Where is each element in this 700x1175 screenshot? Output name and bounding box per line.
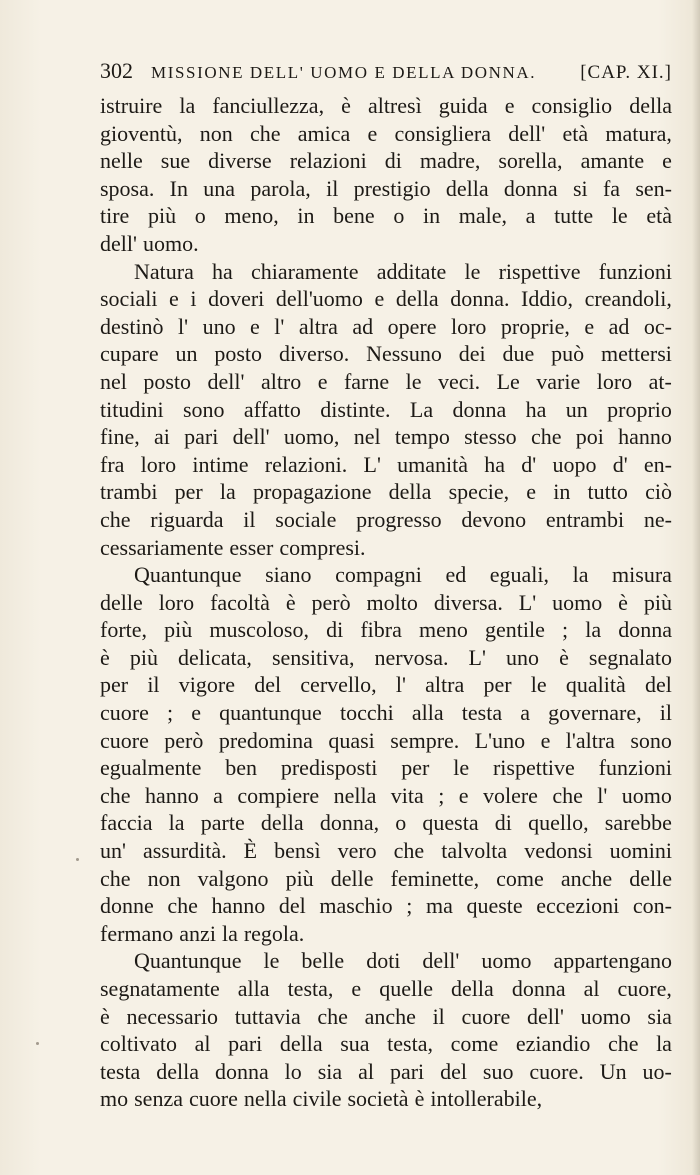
text-line: titudini sono affatto distinte. La donna ha un proprio: [100, 396, 672, 422]
text-line: cupare un posto diverso. Nessuno dei due può mettersi: [100, 341, 672, 367]
text-line: cuore però predomina quasi sempre. L'uno e l'altra sono: [100, 727, 672, 753]
text-line: un' assurdità. È bensì vero che talvolta vedonsi uomini: [100, 838, 672, 864]
text-line: mo senza cuore nella civile società è intollerabile,: [100, 1086, 543, 1112]
running-title: MISSIONE DELL' UOMO E DELLA DONNA.: [151, 63, 537, 82]
text-line: che hanno a compiere nella vita ; e volere che l' uomo: [100, 782, 672, 808]
print-speck: [76, 858, 79, 861]
text-line: testa della donna lo sia al pari del suo cuore. Un uo-: [100, 1058, 672, 1084]
chapter-label: [CAP. XI.]: [580, 62, 672, 83]
text-line: che non valgono più delle feminette, come anche delle: [100, 865, 672, 891]
text-line: nel posto dell' altro e farne le veci. Le varie loro at-: [100, 368, 672, 394]
text-line: segnatamente alla testa, e quelle della donna al cuore,: [100, 976, 672, 1001]
text-line: fermano anzi la regola.: [100, 920, 305, 946]
text-line: nelle sue diverse relazioni di madre, sorella, amante e: [100, 148, 672, 174]
text-line: fine, ai pari dell' uomo, nel tempo stesso che poi hanno: [100, 424, 672, 450]
running-header: [100, 58, 672, 88]
text-line: forte, più muscoloso, di fibra meno gentile ; la donna: [100, 617, 672, 643]
text-line: è più delicata, sensitiva, nervosa. L' uno è segnalato: [100, 644, 672, 670]
page-edge-shadow: [692, 0, 700, 1175]
text-line: per il vigore del cervello, l' altra per le qualità del: [100, 672, 672, 698]
text-line: destinò l' uno e l' altra ad opere loro proprie, e ad oc-: [100, 313, 672, 339]
text-line: cessariamente esser compresi.: [100, 534, 366, 560]
paragraph: [100, 561, 672, 947]
text-line: faccia la parte della donna, o questa di quello, sarebbe: [100, 810, 672, 836]
text-line: coltivato al pari della sua testa, come eziandio che la: [100, 1031, 672, 1057]
text-line: donne che hanno del maschio ; ma queste eccezioni con-: [100, 893, 672, 919]
paragraph: [100, 258, 672, 562]
body-text: [100, 92, 672, 1113]
text-line: Quantunque le belle doti dell' uomo appartengano: [134, 948, 672, 974]
text-line: dell' uomo.: [100, 230, 199, 256]
text-line: è necessario tuttavia che anche il cuore dell' uomo sia: [100, 1003, 672, 1029]
text-line: Quantunque siano compagni ed eguali, la misura: [134, 562, 672, 588]
text-line: che riguarda il sociale progresso devono entrambi ne-: [100, 506, 672, 532]
paragraph: [100, 92, 672, 258]
text-line: trambi per la propagazione della specie, e in tutto ciò: [100, 479, 672, 505]
text-line: sposa. In una parola, il prestigio della donna si fa sen-: [100, 175, 672, 201]
text-line: Natura ha chiaramente additate le rispettive funzioni: [134, 258, 672, 284]
text-line: istruire la fanciullezza, è altresì guida e consiglio della: [100, 93, 672, 118]
text-line: cuore ; e quantunque tocchi alla testa a governare, il: [100, 700, 672, 726]
page-number: 302: [100, 58, 133, 83]
text-line: gioventù, non che amica e consigliera dell' età matura,: [100, 120, 672, 146]
text-line: fra loro intime relazioni. L' umanità ha d' uopo d' en-: [100, 451, 672, 477]
print-speck: [36, 1042, 39, 1045]
text-line: tire più o meno, in bene o in male, a tutte le età: [100, 203, 672, 229]
paragraph: [100, 947, 672, 1113]
text-line: sociali e i doveri dell'uomo e della donna. Iddio, creandoli,: [100, 286, 672, 312]
text-line: egualmente ben predisposti per le rispettive funzioni: [100, 755, 672, 781]
text-line: delle loro facoltà è però molto diversa. L' uomo è più: [100, 589, 672, 615]
